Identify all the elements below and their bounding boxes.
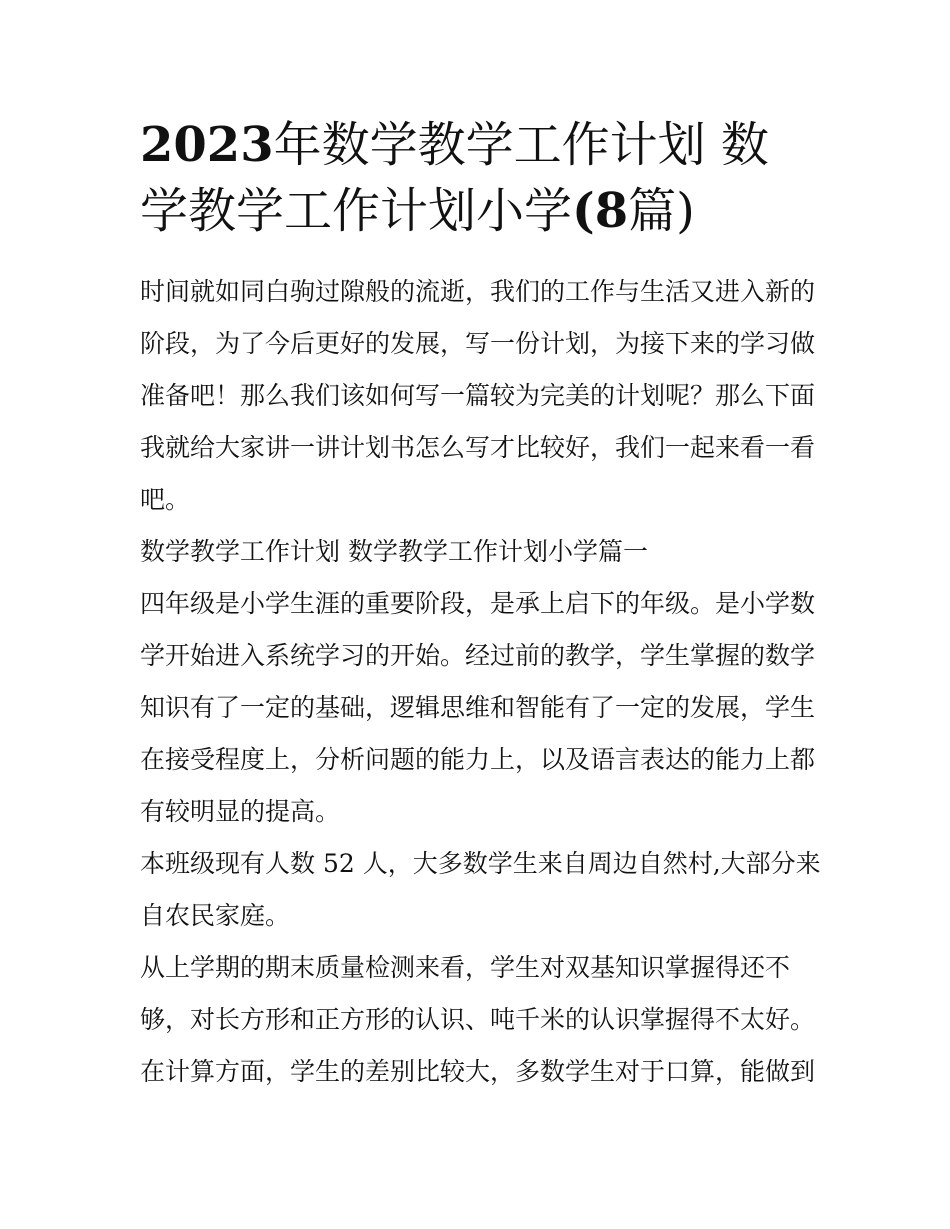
document-body [140,266,821,1098]
document-page [140,112,821,1098]
body-line: 我就给大家讲一讲计划书怎么写才比较好，我们一起来看一看 [140,433,816,462]
title-year: 2023 [140,117,274,173]
title-line-1 [140,112,815,178]
body-line: 有较明显的提高。 [140,797,341,826]
body-line: 够，对长方形和正方形的认识、吨千米的认识掌握得不太好。 [140,1005,816,1034]
body-line: 准备吧！那么我们该如何写一篇较为完美的计划呢？那么下面 [140,381,816,410]
title-count: (8 [572,183,629,239]
title-text-1: 年数学教学工作计划 数 [273,117,769,173]
body-line: 知识有了一定的基础，逻辑思维和智能有了一定的发展，学生 [140,693,816,722]
document-title [140,112,815,244]
section-heading: 数学教学工作计划 数学教学工作计划小学篇一 [140,537,648,566]
body-line: 吧。 [140,485,191,514]
title-text-2: 学教学工作计划小学 [140,183,573,239]
body-line: 阶段，为了今后更好的发展，写一份计划，为接下来的学习做 [140,329,816,358]
body-line: 时间就如同白驹过隙般的流逝，我们的工作与生活又进入新的 [140,277,816,306]
body-line: 自农民家庭。 [140,901,291,930]
body-line: 从上学期的期末质量检测来看，学生对双基知识掌握得还不 [140,953,791,982]
title-text-3: 篇) [628,183,695,239]
title-line-2 [140,178,815,244]
body-line: 四年级是小学生涯的重要阶段，是承上启下的年级。是小学数 [140,589,816,618]
body-line: 本班级现有人数 52 人，大多数学生来自周边自然村,大部分来 [140,849,821,878]
body-line: 学开始进入系统学习的开始。经过前的教学，学生掌握的数学 [140,641,816,670]
body-line: 在接受程度上，分析问题的能力上，以及语言表达的能力上都 [140,745,816,774]
body-line: 在计算方面，学生的差别比较大，多数学生对于口算，能做到 [140,1057,816,1086]
